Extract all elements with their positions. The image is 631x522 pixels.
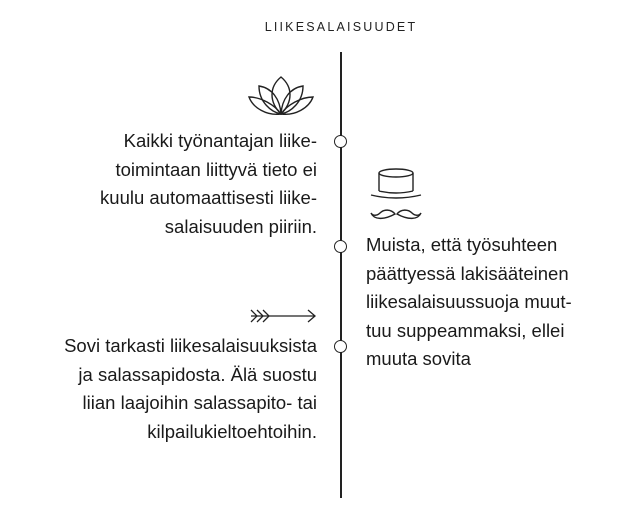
- text-line: päättyessä lakisääteinen: [366, 262, 569, 284]
- text-line: salaisuuden piiriin.: [164, 215, 317, 237]
- text-line: Kaikki työnantajan liike-: [123, 130, 317, 151]
- timeline-node: [334, 240, 347, 253]
- timeline-text: [366, 231, 572, 374]
- lotus-icon: [247, 75, 315, 117]
- arrow-icon: [249, 307, 317, 325]
- text-line: kuulu automaattisesti liike-: [100, 187, 317, 208]
- text-line: toimintaan liittyvä tieto ei: [115, 158, 317, 180]
- text-line: ja salassapidosta. Älä suostu: [78, 363, 317, 385]
- text-line: liian laajoihin salassapito- tai: [82, 392, 317, 413]
- top-hat-mustache-icon: [366, 165, 426, 225]
- timeline-axis: [340, 52, 342, 498]
- timeline-node: [334, 135, 347, 148]
- timeline-node: [334, 340, 347, 353]
- text-line: Sovi tarkasti liikesalaisuuksista: [64, 335, 317, 356]
- text-line: liikesalaisuussuoja muut-: [366, 291, 572, 312]
- text-line: Muista, että työsuhteen: [366, 234, 558, 255]
- timeline-text: [100, 127, 317, 241]
- page-title: LIIKESALAISUUDET: [264, 20, 418, 34]
- text-line: muuta sovita: [366, 348, 471, 369]
- text-line: tuu suppeammaksi, ellei: [366, 319, 565, 341]
- text-line: kilpailukieltoehtoihin.: [147, 420, 317, 442]
- timeline-text: [64, 332, 317, 446]
